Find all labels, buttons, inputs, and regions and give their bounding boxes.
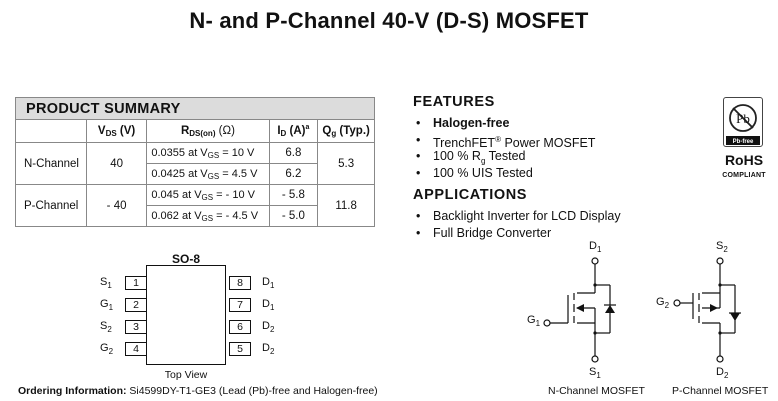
- rds-cell: 0.045 at $V_{GS}$ = - 10 V: [147, 185, 269, 206]
- id-cell: - 5.0: [269, 206, 318, 227]
- features-list: [413, 115, 713, 181]
- product-summary-heading: PRODUCT SUMMARY: [16, 98, 375, 120]
- qg-cell: 11.8: [318, 185, 375, 227]
- n-channel-source-label: $S_1$: [589, 366, 601, 381]
- pb-free-icon: [724, 98, 762, 146]
- list-item: • 100 % UIS Tested: [413, 165, 713, 182]
- pin-8: 8: [229, 276, 251, 290]
- pin-5-label: $D_2$: [262, 342, 275, 357]
- list-item: • Full Bridge Converter: [413, 225, 713, 242]
- p-channel-gate-label: $G_2$: [656, 296, 670, 311]
- package-name: SO-8: [171, 252, 200, 266]
- qg-column-header: $Q_g$ (Typ.): [318, 120, 375, 143]
- features-heading: FEATURES: [413, 94, 495, 110]
- p-channel-drain-label: $D_2$: [716, 366, 729, 381]
- rds-cell: 0.062 at $V_{GS}$ = - 4.5 V: [147, 206, 269, 227]
- table-row: [16, 185, 375, 206]
- channel-cell: N-Channel: [16, 143, 87, 185]
- list-item: • Halogen-free: [413, 115, 713, 132]
- n-channel-mosfet-symbol: [540, 255, 630, 365]
- table-row: [16, 143, 375, 164]
- pin-7: 7: [229, 298, 251, 312]
- vds-column-header: $V_{DS}$ (V): [86, 120, 147, 143]
- vds-cell: 40: [86, 143, 147, 185]
- table-header-row: [16, 120, 375, 143]
- vds-cell: - 40: [86, 185, 147, 227]
- rds-cell: 0.0355 at $V_{GS} = 10$ V: [147, 143, 269, 164]
- p-channel-source-label: $S_2$: [716, 240, 728, 255]
- id-column-header: $I_D$ $(A)^a$: [269, 120, 318, 143]
- channel-column-header: [16, 120, 87, 143]
- rds-cell: 0.0425 at $V_{GS} = 4.5$ V: [147, 164, 269, 185]
- page-title: N- and P-Channel 40-V (D-S) MOSFET: [189, 8, 589, 33]
- rohs-label: RoHS: [724, 152, 764, 168]
- id-cell: 6.8: [269, 143, 318, 164]
- n-channel-caption: N-Channel MOSFET: [548, 385, 645, 397]
- pin-6-label: $D_2$: [262, 320, 275, 335]
- pin-5: 5: [229, 342, 251, 356]
- list-item: • Backlight Inverter for LCD Display: [413, 208, 713, 225]
- n-channel-gate-label: $G_1$: [527, 314, 541, 329]
- applications-heading: APPLICATIONS: [413, 187, 528, 203]
- pb-symbol: Pb: [736, 111, 750, 126]
- id-cell: 6.2: [269, 164, 318, 185]
- applications-list: [413, 208, 713, 241]
- n-channel-drain-label: $D_1$: [589, 240, 602, 255]
- pin-6: 6: [229, 320, 251, 334]
- package-body: [146, 265, 226, 365]
- pin-1: 1: [125, 276, 147, 290]
- rohs-compliant-label: COMPLIANT: [722, 172, 766, 179]
- pin-3: 3: [125, 320, 147, 334]
- channel-cell: P-Channel: [16, 185, 87, 227]
- pin-2: 2: [125, 298, 147, 312]
- p-channel-caption: P-Channel MOSFET: [672, 385, 769, 397]
- qg-cell: 5.3: [318, 143, 375, 185]
- pin-2-label: $G_1$: [100, 298, 114, 313]
- pb-free-caption: Pb-free: [732, 139, 754, 145]
- id-cell: - 5.8: [269, 185, 318, 206]
- pb-free-badge: [723, 97, 763, 147]
- top-view-label: Top View: [164, 369, 208, 381]
- rds-column-header: $R_{DS(on)}$ (Ω): [147, 120, 269, 143]
- pin-1-label: $S_1$: [100, 276, 112, 291]
- pin-3-label: $S_2$: [100, 320, 112, 335]
- p-channel-mosfet-symbol: [670, 255, 760, 365]
- list-item: • 100 % $R_g$ Tested: [413, 148, 713, 165]
- pin-4: 4: [125, 342, 147, 356]
- product-summary-table: [15, 97, 375, 227]
- pin-4-label: $G_2$: [100, 342, 114, 357]
- ordering-information: Ordering Information: Si4599DY-T1-GE3 (Lead (Pb)-free and Halogen-free): [18, 385, 378, 397]
- pin-8-label: $D_1$: [262, 276, 275, 291]
- list-item: • TrenchFET® Power MOSFET: [413, 132, 713, 149]
- pin-7-label: $D_1$: [262, 298, 275, 313]
